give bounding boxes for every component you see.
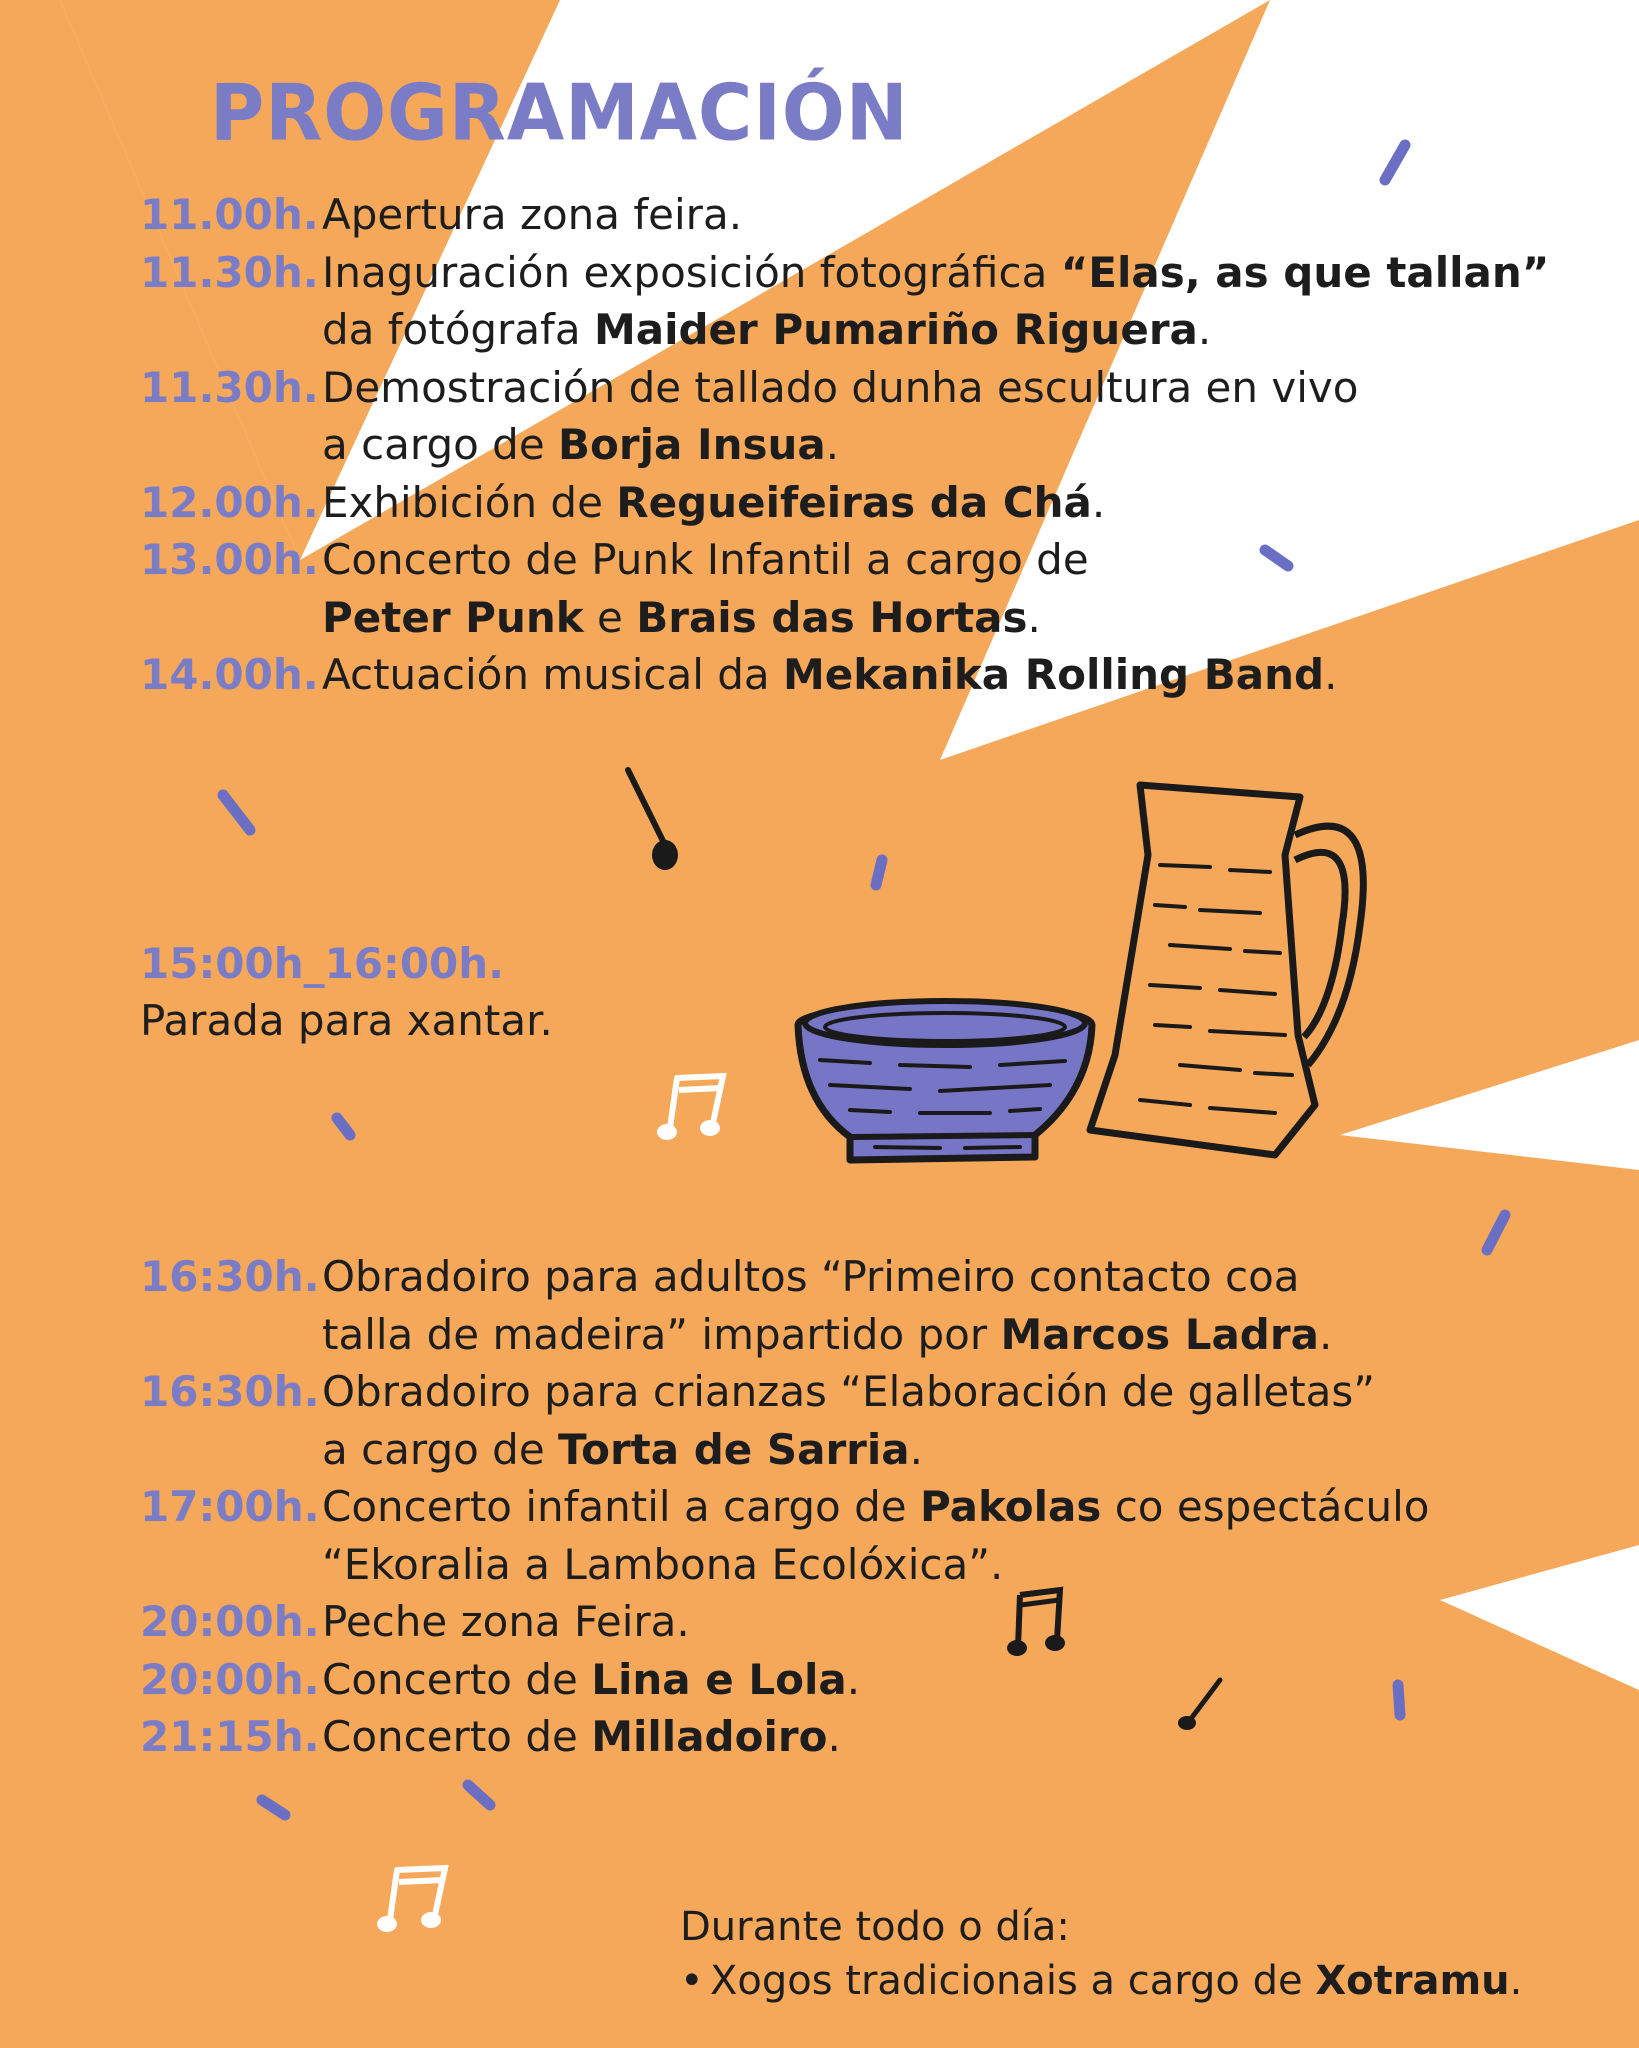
schedule-item	[140, 474, 1549, 532]
all-day-heading: Durante todo o día:	[680, 1904, 1070, 1950]
schedule-item	[140, 1363, 1429, 1478]
schedule-line	[322, 416, 1549, 474]
schedule-time: 13.00h.	[140, 535, 319, 584]
text-segment: .	[909, 1424, 923, 1474]
schedule-line	[322, 244, 1549, 302]
page-title: PROGRAMACIÓN	[210, 67, 909, 159]
highlight-name: Xotramu	[1315, 1958, 1510, 2004]
schedule-line	[322, 1593, 1429, 1651]
text-segment: .	[1197, 305, 1212, 354]
text-segment: da fotógrafa	[322, 305, 594, 354]
highlight-name: Regueifeiras da Chá	[616, 477, 1092, 527]
text-segment: Obradoiro para crianzas “Elaboración de galletas”	[322, 1367, 1376, 1416]
schedule-line	[322, 359, 1549, 417]
jug-icon	[1060, 775, 1380, 1170]
text-segment: Concerto de	[322, 1654, 592, 1704]
text-segment: .	[846, 1654, 861, 1704]
text-segment: Obradoiro para adultos “Primeiro contacto coa	[322, 1252, 1300, 1301]
highlight-name: Maider Pumariño Riguera	[593, 305, 1198, 354]
schedule-item	[140, 1248, 1429, 1363]
text-segment: Concerto de Punk Infantil a cargo de	[322, 535, 1089, 584]
text-segment: .	[827, 1712, 841, 1761]
text-segment: Inaguración exposición fotográfica	[322, 247, 1061, 297]
schedule-item	[140, 1651, 1429, 1709]
highlight-name: Mekanika Rolling Band	[783, 650, 1325, 699]
schedule-item	[140, 244, 1549, 359]
text-segment: Exhibición de	[322, 477, 617, 527]
text-segment: .	[1509, 1958, 1523, 2004]
schedule-item	[140, 531, 1549, 646]
lunch-break	[140, 935, 553, 1049]
schedule-time: 12.00h.	[140, 477, 319, 527]
text-segment: a cargo de	[322, 420, 559, 469]
highlight-name: “Elas, as que tallan”	[1060, 247, 1550, 297]
schedule-time: 20:00h.	[140, 1654, 320, 1704]
schedule-line	[322, 474, 1549, 532]
schedule-line	[322, 186, 1549, 244]
schedule-item	[140, 359, 1549, 474]
afternoon-schedule	[140, 1248, 1429, 1766]
schedule-line	[322, 1651, 1429, 1709]
highlight-name: Marcos Ladra	[1000, 1309, 1319, 1359]
schedule-time: 11.30h.	[140, 362, 319, 412]
highlight-name: Torta de Sarria	[558, 1424, 910, 1474]
schedule-line	[322, 1248, 1429, 1306]
bullet-icon: •	[680, 1958, 704, 2004]
text-segment: Apertura zona feira.	[322, 190, 743, 239]
schedule-item	[140, 1478, 1429, 1593]
text-segment: Demostración de tallado dunha escultura en vivo	[322, 362, 1359, 412]
schedule-line	[322, 1363, 1429, 1421]
schedule-line	[322, 1421, 1429, 1479]
schedule-line	[322, 1708, 1429, 1766]
schedule-line	[322, 1536, 1429, 1594]
highlight-name: Brais das Hortas	[636, 592, 1028, 642]
text-segment: .	[1318, 1309, 1333, 1359]
schedule-item	[140, 646, 1549, 704]
schedule-time: 11.30h.	[140, 247, 319, 297]
schedule-item	[140, 1708, 1429, 1766]
text-segment: Actuación musical da	[322, 650, 784, 699]
schedule-time: 14.00h.	[140, 650, 319, 699]
schedule-line	[322, 1306, 1429, 1364]
text-segment: “Ekoralia a Lambona Ecolóxica”.	[322, 1539, 1004, 1589]
text-segment: .	[1324, 650, 1338, 699]
schedule-line	[322, 1478, 1429, 1536]
schedule-item	[140, 1593, 1429, 1651]
schedule-time: 16:30h.	[140, 1367, 320, 1416]
morning-schedule	[140, 186, 1549, 704]
highlight-name: Lina e Lola	[591, 1654, 847, 1704]
schedule-time: 17:00h.	[140, 1482, 320, 1531]
text-segment: .	[1091, 477, 1106, 527]
highlight-name: Pakolas	[919, 1482, 1102, 1531]
highlight-name: Peter Punk	[322, 592, 584, 642]
schedule-line	[322, 646, 1549, 704]
schedule-line	[322, 589, 1549, 647]
music-note-icon	[620, 760, 680, 880]
schedule-line	[322, 301, 1549, 359]
text-segment: talla de madeira” impartido por	[322, 1309, 1001, 1359]
lunch-time: 15:00h_16:00h.	[140, 939, 505, 988]
text-segment: .	[1027, 592, 1041, 642]
text-segment: co espectáculo	[1101, 1482, 1430, 1531]
schedule-time: 21:15h.	[140, 1712, 320, 1761]
text-segment: Xogos tradicionais a cargo de	[710, 1958, 1316, 2004]
lunch-text: Parada para xantar.	[140, 996, 553, 1045]
list-item	[680, 1954, 1522, 2008]
highlight-name: Milladoiro	[591, 1712, 828, 1761]
text-segment: e	[583, 592, 637, 642]
schedule-time: 16:30h.	[140, 1252, 320, 1301]
schedule-time: 20:00h.	[140, 1597, 320, 1646]
text-segment: Concerto infantil a cargo de	[322, 1482, 920, 1531]
schedule-item	[140, 186, 1549, 244]
text-segment: a cargo de	[322, 1424, 559, 1474]
music-note-icon	[655, 1068, 735, 1148]
all-day-list	[680, 1954, 1522, 2008]
highlight-name: Borja Insua	[558, 420, 826, 469]
text-segment: .	[825, 420, 840, 469]
schedule-line	[322, 531, 1549, 589]
text-segment: Concerto de	[322, 1712, 592, 1761]
text-segment: Peche zona Feira.	[322, 1597, 690, 1646]
schedule-time: 11.00h.	[140, 190, 319, 239]
music-note-icon	[375, 1860, 455, 1940]
all-day-section	[680, 1900, 1522, 2008]
bowl-icon	[790, 985, 1100, 1175]
